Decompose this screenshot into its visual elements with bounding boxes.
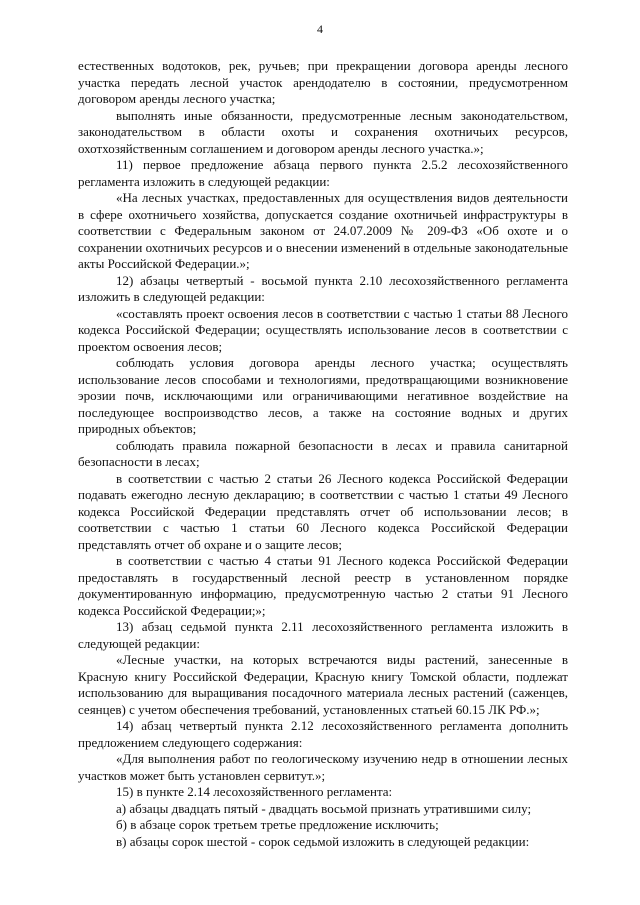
- page-number: 4: [317, 22, 323, 36]
- paragraph: в) абзацы сорок шестой - сорок седьмой изложить в следующей редакции:: [116, 833, 530, 849]
- paragraph: «Лесные участки, на которых встречаются виды растений, занесенные в Красную книгу Российской Федерации, Красную книгу Томской области, подлежат использованию для выращивания посадочного материала лесных растений (саженцев, сеянцев) с учетом обеспечения требований, установленных статьей 60.15 ЛК РФ.»;: [78, 652, 568, 717]
- paragraph: «составлять проект освоения лесов в соответствии с частью 1 статьи 88 Лесного кодекса Российской Федерации; осуществлять использование лесов в соответствии с проектом освоения лесов;: [78, 305, 568, 354]
- paragraph: 15) в пункте 2.14 лесохозяйственного регламента:: [116, 784, 393, 799]
- document-body: [78, 58, 568, 850]
- paragraph: «Для выполнения работ по геологическому изучению недр в отношении лесных участков может быть установлен сервитут.»;: [78, 751, 568, 783]
- paragraph: б) в абзаце сорок третьем третье предложение исключить;: [116, 817, 439, 832]
- paragraph: 14) абзац четвертый пункта 2.12 лесохозяйственного регламента дополнить предложением следующего содержания:: [78, 718, 568, 750]
- paragraph: в соответствии с частью 4 статьи 91 Лесного кодекса Российской Федерации предоставлять в государственный лесной реестр в установленном порядке документированную информацию, предусмотренную частью 2 статьи 91 Лесного кодекса Российской Федерации;»;: [78, 553, 568, 618]
- paragraph: 13) абзац седьмой пункта 2.11 лесохозяйственного регламента изложить в следующей редакции:: [78, 619, 568, 651]
- paragraph: соблюдать условия договора аренды лесного участка; осуществлять использование лесов способами и технологиями, предотвращающими возникновение эрозии почв, исключающими или ограничивающими негативное воздействие на последующее воспроизводство лесов, а также на состояние водных и других природных объектов;: [78, 355, 568, 436]
- paragraph: 12) абзацы четвертый - восьмой пункта 2.10 лесохозяйственного регламента изложить в следующей редакции:: [78, 272, 568, 304]
- paragraph: 11) первое предложение абзаца первого пункта 2.5.2 лесохозяйственного регламента изложить в следующей редакции:: [78, 157, 568, 189]
- paragraph: выполнять иные обязанности, предусмотренные лесным законодательством, законодательством в области охоты и сохранения охотничьих ресурсов, охотхозяйственным соглашением и договором аренды лесного участка.»;: [78, 107, 568, 156]
- paragraph: соблюдать правила пожарной безопасности в лесах и правила санитарной безопасности в лесах;: [78, 437, 568, 469]
- paragraph: «На лесных участках, предоставленных для осуществления видов деятельности в сфере охотничьего хозяйства, допускается создание охотничьей инфраструктуры в соответствии с Федеральным законом от 24.07.2009 № 209-ФЗ «Об охоте и о сохранении охотничьих ресурсов и о внесении изменений в отдельные законодательные акты Российской Федерации.»;: [78, 190, 568, 271]
- paragraph: естественных водотоков, рек, ручьев; при прекращении договора аренды лесного участка передать лесной участок арендодателю в состоянии, предусмотренном договором аренды лесного участка;: [78, 58, 568, 106]
- paragraph: в соответствии с частью 2 статьи 26 Лесного кодекса Российской Федерации подавать ежегодно лесную декларацию; в соответствии с частью 1 статьи 49 Лесного кодекса Российской Федерации представлять отчет об использовании лесов; в соответствии с частью 1 статьи 60 Лесного кодекса Российской Федерации представлять отчет об охране и о защите лесов;: [78, 470, 568, 552]
- paragraph: а) абзацы двадцать пятый - двадцать восьмой признать утратившими силу;: [116, 800, 532, 816]
